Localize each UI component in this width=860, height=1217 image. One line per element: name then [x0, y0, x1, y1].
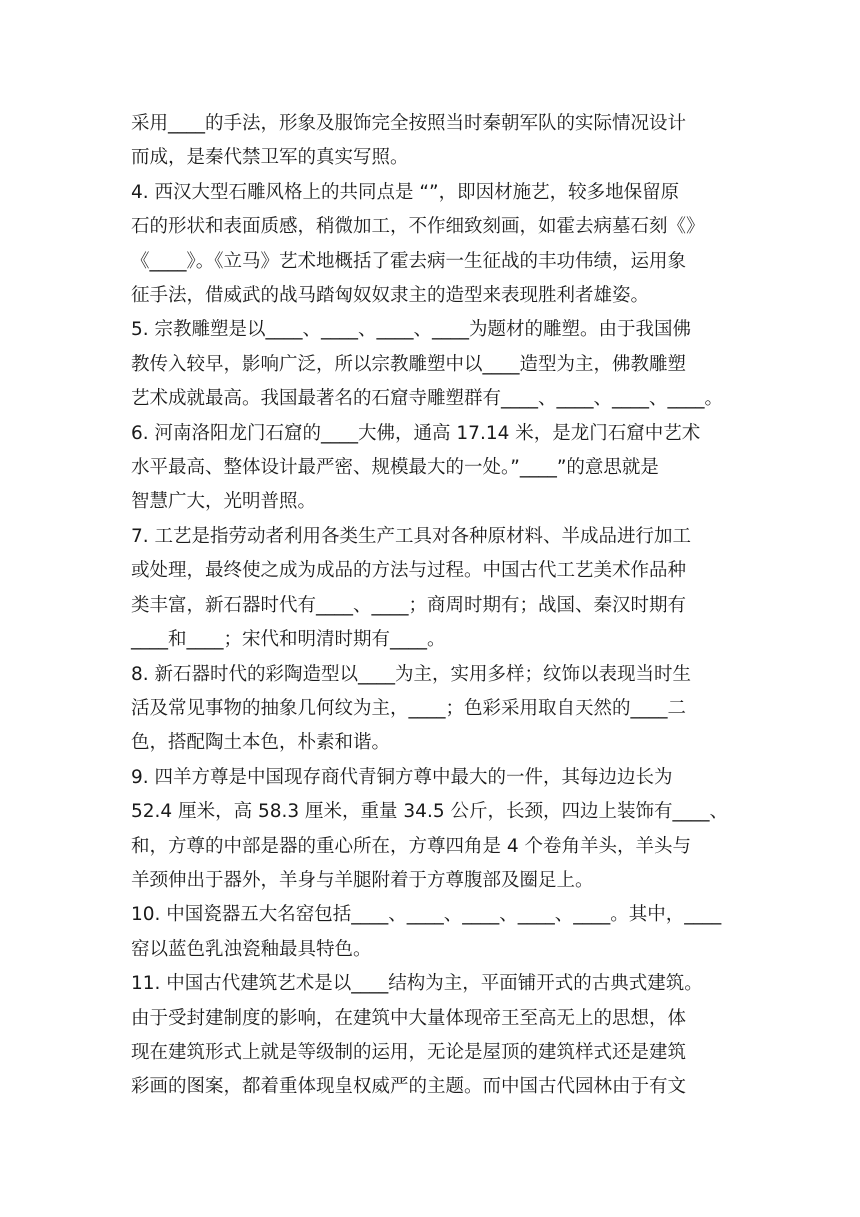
text-line: 4. 西汉大型石雕风格上的共同点是 “”，即因材施艺，较多地保留原 [131, 181, 680, 203]
text-line: 彩画的图案，都着重体现皇权威严的主题。而中国古代园林由于有文 [131, 1076, 687, 1098]
text-line: 而成，是秦代禁卫军的真实写照。 [131, 147, 409, 169]
text-line: 类丰富，新石器时代有____、____；商周时期有；战国、秦汉时期有 [131, 594, 687, 616]
text-line: 窑以蓝色乳浊瓷釉最具特色。 [131, 938, 372, 960]
text-line: 艺术成就最高。我国最著名的石窟寺雕塑群有____、____、____、____。 [131, 388, 724, 410]
text-line: 色，搭配陶土本色，朴素和谐。 [131, 732, 391, 754]
text-line: 或处理，最终使之成为成品的方法与过程。中国古代工艺美术作品种 [131, 560, 687, 582]
text-line: 《____》。《立马》艺术地概括了霍去病一生征战的丰功伟绩，运用象 [131, 250, 687, 272]
question-8 [131, 658, 736, 761]
text-line: 6. 河南洛阳龙门石窟的____大佛，通高 17.14 米，是龙门石窟中艺术 [131, 422, 701, 444]
text-line: 水平最高、整体设计最严密、规模最大的一处。”____”的意思就是 [131, 457, 659, 479]
text-line: 教传入较早，影响广泛，所以宗教雕塑中以____造型为主，佛教雕塑 [131, 353, 687, 375]
text-line: 5. 宗教雕塑是以____、____、____、____为题材的雕塑。由于我国佛 [131, 319, 692, 341]
question-6 [131, 417, 736, 520]
text-line: 10. 中国瓷器五大名窑包括____、____、____、____、____。其中，____ [131, 904, 722, 926]
question-10 [131, 898, 736, 967]
text-line: 活及常见事物的抽象几何纹为主，____；色彩采用取自天然的____二 [131, 697, 687, 719]
text-line: 由于受封建制度的影响，在建筑中大量体现帝王至高无上的思想，体 [131, 1007, 687, 1029]
text-line: 征手法，借威武的战马踏匈奴奴隶主的造型来表现胜利者雄姿。 [131, 285, 650, 307]
text-line: 和，方尊的中部是器的重心所在，方尊四角是 4 个卷角羊头，羊头与 [131, 835, 692, 857]
question-4 [131, 176, 736, 314]
text-line: 52.4 厘米，高 58.3 厘米，重量 34.5 公斤，长颈，四边上装饰有____、 [131, 801, 728, 823]
text-line: 智慧广大，光明普照。 [131, 491, 317, 513]
question-11 [131, 967, 736, 1105]
text-line: 7. 工艺是指劳动者利用各类生产工具对各种原材料、半成品进行加工 [131, 525, 692, 547]
document-body [131, 107, 736, 1105]
question-7 [131, 520, 736, 658]
text-line: 羊颈伸出于器外，羊身与羊腿附着于方尊腹部及圈足上。 [131, 869, 594, 891]
paragraph-continuation [131, 107, 736, 176]
question-5 [131, 313, 736, 416]
text-line: 8. 新石器时代的彩陶造型以____为主，实用多样；纹饰以表现当时生 [131, 663, 692, 685]
text-line: 9. 四羊方尊是中国现存商代青铜方尊中最大的一件，其每边边长为 [131, 766, 673, 788]
text-line: 11. 中国古代建筑艺术是以____结构为主，平面铺开式的古典式建筑。 [131, 973, 703, 995]
text-line: 采用____的手法，形象及服饰完全按照当时秦朝军队的实际情况设计 [131, 113, 687, 134]
text-line: 石的形状和表面质感，稍微加工，不作细致刻画，如霍去病墓石刻《》 [131, 216, 705, 238]
question-9 [131, 761, 736, 899]
text-line: ____和____；宋代和明清时期有____。 [131, 629, 446, 651]
text-line: 现在建筑形式上就是等级制的运用，无论是屋顶的建筑样式还是建筑 [131, 1041, 687, 1063]
